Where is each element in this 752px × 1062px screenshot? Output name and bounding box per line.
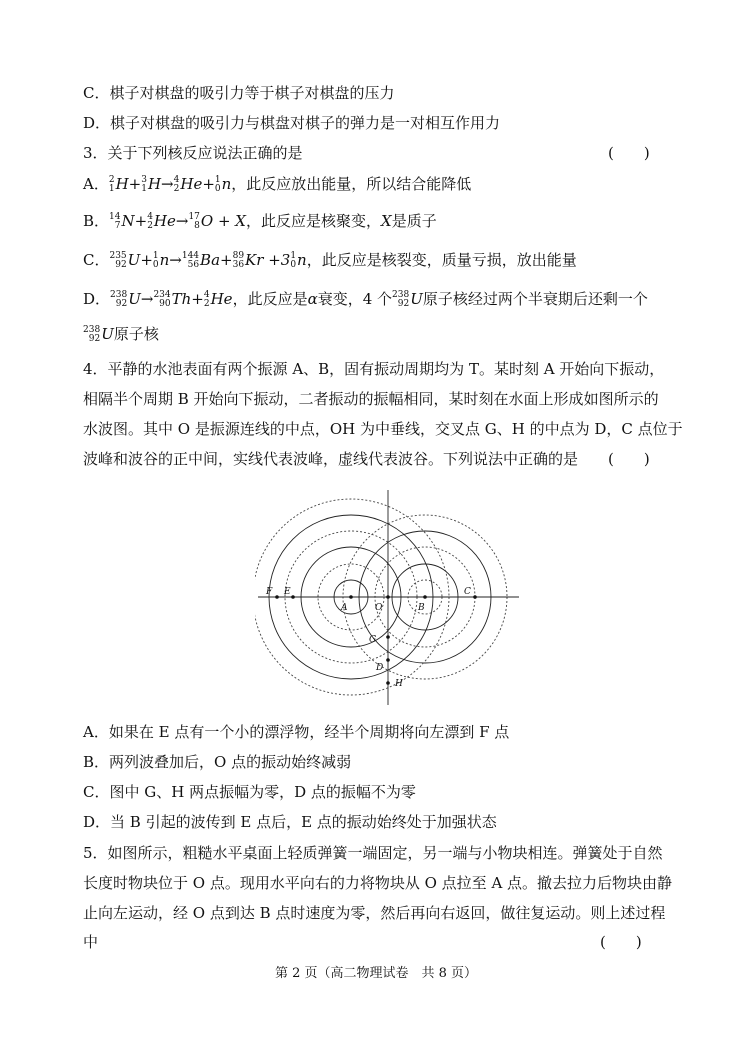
q4-answer-paren: ( ) [608,450,650,468]
q2-option-c: C．棋子对棋盘的吸引力等于棋子对棋盘的压力 [83,84,395,102]
label-e: E [284,587,291,597]
q5-stem-line-1: 5．如图所示，粗糙水平桌面上轻质弹簧一端固定，另一端与小物块相连。弹簧处于自然 [83,844,663,862]
label-b: B [418,603,425,613]
q3-option-d-equation: 238 92 U→ 234 90 Th+ 4 2 He [110,290,233,309]
q3-option-a-text: ，此反应放出能量，所以结合能降低 [231,175,472,193]
q4-stem-line-3: 水波图。其中 O 是振源连线的中点，OH 为中垂线，交叉点 G、H 的中点为 D，C 点位于 [83,420,683,438]
page-footer: 第 2 页（高二物理试卷 共 8 页） [274,966,478,981]
q4-stem-line-4: 波峰和波谷的正中间，实线代表波峰，虚线代表波谷。下列说法中正确的是 [83,450,579,468]
q5-answer-paren: ( ) [600,933,642,951]
q3-option-a-equation: 2 1 H+ 3 1 H→ 4 2 He+ 1 0 n [108,175,232,194]
q3-stem: 3．关于下列核反应说法正确的是 [83,144,303,162]
q4-stem-line-1: 4．平静的水池表面有两个振源 A、B，固有振动周期均为 T。某时刻 A 开始向下振动， [83,360,665,378]
q3-option-d-text-2: 衰变，4 个 [317,290,393,308]
q4-option-c: C．图中 G、H 两点振幅为零，D 点的振幅不为零 [83,783,416,801]
q3-option-b-label: B． [83,212,110,230]
q3-option-d-uranium: 238 92 U [392,290,423,309]
point-c [473,595,477,599]
point-g [386,635,390,639]
q3-option-d-label: D． [83,290,111,308]
q3-answer-paren: ( ) [608,144,650,162]
q3-option-a-label: A． [83,175,109,193]
q4-option-a: A．如果在 E 点有一个小的漂浮物，经半个周期将向左漂到 F 点 [83,723,510,741]
q3-option-d-text-4: 原子核 [113,325,159,343]
q3-option-b-text-1: ，此反应是核聚变， [246,212,382,230]
q3-option-c-text: ，此反应是核裂变，质量亏损，放出能量 [306,251,577,269]
label-d: D [376,663,384,673]
label-o: O [375,603,383,613]
q5-stem-line-3: 止向左运动，经 O 点到达 B 点时速度为零，然后再向右返回，做往复运动。则上述过程 [83,904,666,922]
label-f: F [266,587,273,597]
point-a [349,595,353,599]
q3-option-d-uranium-2: 238 92 U [83,325,114,344]
q3-option-d-text-1: ，此反应是 [232,290,308,308]
q3-option-b-text-2: 是质子 [391,212,437,230]
point-o [386,595,390,599]
wave-interference-figure [255,483,525,713]
q5-stem-line-4: 中 [83,933,99,951]
q3-option-a [83,174,471,194]
point-e [291,595,295,599]
q4-option-b: B．两列波叠加后，O 点的振动始终减弱 [83,753,352,771]
point-f [275,595,279,599]
q3-option-c [83,250,577,270]
q4-stem-line-2: 相隔半个周期 B 开始向下振动，二者振动的振幅相同，某时刻在水面上形成如图所示的 [83,390,659,408]
q3-option-d-alpha: α [307,290,318,308]
point-d [386,658,390,662]
q3-option-c-label: C． [83,251,110,269]
q3-option-b-equation: 14 7 N+ 4 2 He→ 17 8 O + X [109,212,246,231]
q3-option-d [83,289,648,309]
point-h [386,681,390,685]
q3-option-d-text-3: 原子核经过两个半衰期后还剩一个 [422,290,648,308]
q4-option-d: D．当 B 引起的波传到 E 点后，E 点的振动始终处于加强状态 [83,813,497,831]
q3-option-b [83,211,437,231]
label-g: G [369,635,377,645]
label-h: H [395,679,403,689]
q2-option-d: D．棋子对棋盘的吸引力与棋盘对棋子的弹力是一对相互作用力 [83,114,501,132]
q3-option-c-equation: 235 92 U+ 1 0 n→ 144 56 Ba+ 89 36 Kr +3 1 0 n [109,251,307,270]
label-c: C [464,587,471,597]
label-a: A [341,603,348,613]
q3-option-b-x: X [381,212,392,230]
q3-option-d-cont [83,324,159,344]
point-b [423,595,427,599]
q5-stem-line-2: 长度时物块位于 O 点。现用水平向右的力将物块从 O 点拉至 A 点。撤去拉力后物块由静 [83,874,673,892]
